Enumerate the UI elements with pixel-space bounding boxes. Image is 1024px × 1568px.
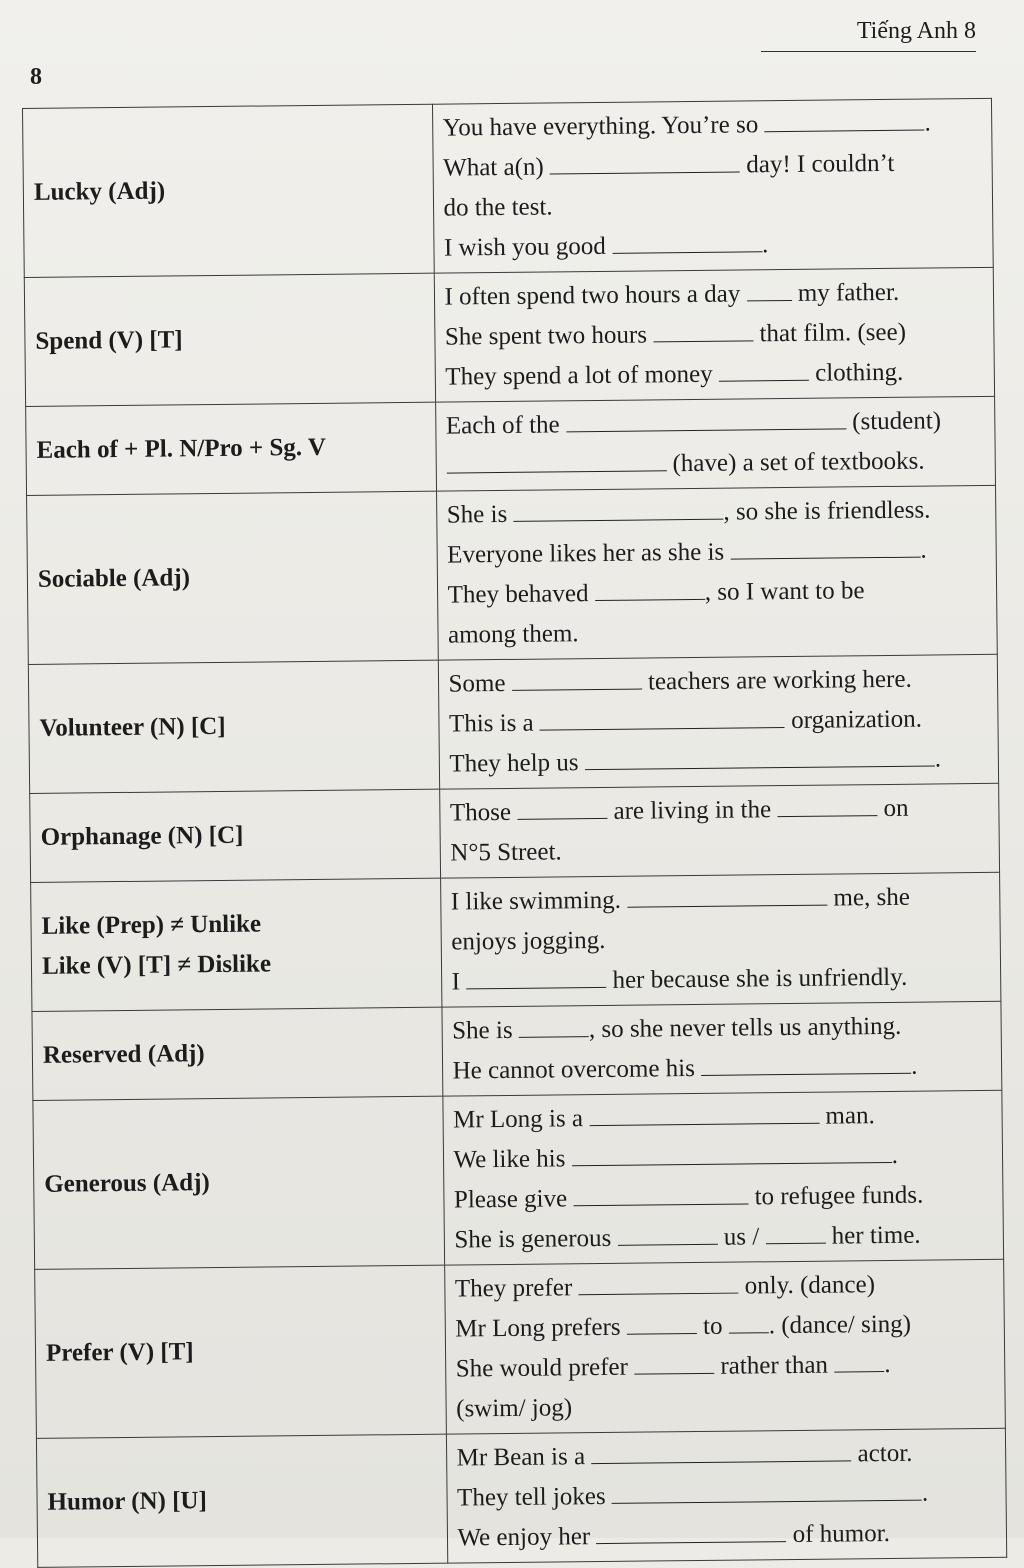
sentence-text: Everyone likes her as she is: [447, 538, 731, 569]
term-label: Generous (Adj): [44, 1169, 210, 1198]
example-sentence: [443, 103, 982, 149]
sentence-text: her time.: [825, 1221, 921, 1250]
sentence-text: among them.: [447, 620, 579, 649]
fill-in-blank[interactable]: [701, 1051, 911, 1076]
term-label: Each of + Pl. N/Pro + Sg. V: [36, 433, 327, 464]
sentence-text: .: [884, 1350, 891, 1379]
sentence-text: of humor.: [786, 1519, 891, 1549]
sentence-text: .: [920, 536, 927, 564]
table-row: [30, 783, 1000, 882]
examples-cell: [444, 1259, 1005, 1434]
table-row: [27, 485, 998, 664]
fill-in-blank[interactable]: [591, 1438, 851, 1464]
sentence-text: that film. (see): [753, 318, 907, 348]
table-row: [31, 872, 1001, 1011]
example-sentence: [444, 223, 983, 269]
example-sentence: [449, 739, 988, 785]
sentence-text: only. (dance): [738, 1271, 876, 1300]
sentence-text: Mr Long is a: [452, 1105, 590, 1134]
sentence-text: Each of the: [445, 411, 567, 440]
example-sentence: [453, 1095, 992, 1141]
sentence-text: I: [451, 968, 467, 996]
fill-in-blank[interactable]: [589, 1101, 819, 1126]
example-sentence: [444, 272, 983, 318]
sentence-text: actor.: [851, 1439, 913, 1468]
examples-cell: [440, 872, 1001, 1007]
example-sentence: [445, 312, 984, 358]
sentence-text: her because she is unfriendly.: [606, 963, 908, 994]
page-number: 8: [30, 64, 42, 90]
term-cell: [33, 1096, 444, 1269]
sentence-text: organization.: [784, 705, 923, 735]
example-sentence: [455, 1304, 994, 1350]
fill-in-blank[interactable]: [512, 667, 642, 691]
fill-in-blank[interactable]: [571, 1140, 891, 1166]
examples-cell: [435, 396, 995, 491]
table-row: [35, 1259, 1006, 1438]
table-row: [33, 1090, 1004, 1269]
table-row: [32, 1001, 1002, 1100]
example-sentence: [445, 352, 984, 398]
sentence-text: She is: [452, 1016, 520, 1045]
sentence-text: .: [934, 745, 942, 773]
running-header: [761, 18, 976, 52]
sentence-text: Those: [449, 798, 518, 827]
example-sentence: [454, 1175, 993, 1221]
sentence-text: do the test.: [443, 193, 553, 222]
example-sentence: [451, 957, 990, 1003]
sentence-text: to: [696, 1312, 729, 1340]
fill-in-blank[interactable]: [566, 406, 846, 432]
example-sentence: [455, 1264, 994, 1310]
fill-in-blank[interactable]: [540, 705, 785, 731]
table-row: [24, 267, 994, 406]
example-sentence: [453, 1135, 992, 1181]
term-label: Lucky (Adj): [33, 177, 166, 206]
example-sentence: [454, 1215, 993, 1261]
sentence-text: I often spend two hours a day: [444, 280, 747, 311]
fill-in-blank[interactable]: [730, 535, 920, 560]
example-sentence: [450, 828, 989, 874]
sentence-text: We like his: [453, 1145, 572, 1174]
term-cell: [32, 1007, 442, 1100]
example-sentence: [452, 1006, 991, 1052]
fill-in-blank[interactable]: [729, 1310, 769, 1333]
sentence-text: (student): [845, 407, 942, 436]
fill-in-blank[interactable]: [596, 1519, 786, 1544]
term-cell: [27, 491, 438, 664]
fill-in-blank[interactable]: [578, 1271, 738, 1296]
sentence-text: You have everything. You’re so: [442, 111, 765, 142]
sentence-text: He cannot overcome his: [452, 1054, 702, 1085]
fill-in-blank[interactable]: [634, 1351, 714, 1375]
examples-cell: [432, 98, 993, 273]
fill-in-blank[interactable]: [612, 1478, 922, 1504]
table-row: [36, 1428, 1006, 1567]
fill-in-blank[interactable]: [627, 883, 827, 908]
term-label: Spend (V) [T]: [35, 326, 183, 355]
example-sentence: [452, 1046, 991, 1092]
sentence-text: .: [924, 109, 931, 137]
sentence-text: , so she never tells us anything.: [588, 1012, 902, 1044]
sentence-text: She is generous: [454, 1224, 618, 1254]
term-cell: [36, 1434, 447, 1567]
term-cell: [35, 1265, 446, 1438]
vocabulary-table-body: [23, 98, 1007, 1567]
sentence-text: She is: [446, 500, 514, 529]
example-sentence: [457, 1513, 996, 1559]
term-cell: [30, 789, 440, 882]
example-sentence: [449, 699, 988, 745]
example-sentence: [446, 441, 985, 487]
fill-in-blank[interactable]: [746, 278, 791, 301]
fill-in-blank[interactable]: [550, 149, 740, 174]
example-sentence: [450, 788, 989, 834]
sentence-text: .: [891, 1141, 899, 1169]
examples-cell: [434, 267, 995, 402]
sentence-text: They prefer: [454, 1274, 579, 1303]
sentence-text: , so I want to be: [704, 577, 865, 606]
example-sentence: [447, 570, 986, 616]
sentence-text: N°5 Street.: [450, 838, 562, 867]
term-cell: [23, 104, 434, 277]
term-label: Sociable (Adj): [37, 564, 191, 593]
sentence-text: I wish you good: [443, 232, 613, 262]
sentence-text: my father.: [791, 278, 900, 307]
sentence-text: .: [910, 1052, 918, 1080]
example-sentence: [446, 401, 985, 447]
sentence-text: enjoys jogging.: [451, 926, 606, 956]
sentence-text: We enjoy her: [457, 1523, 597, 1552]
sentence-text: She spent two hours: [444, 321, 654, 351]
term-label: Like (V) [T] ≠ Dislike: [41, 950, 272, 980]
example-sentence: [456, 1433, 995, 1479]
term-label: Humor (N) [U]: [47, 1487, 207, 1516]
fill-in-blank[interactable]: [595, 577, 705, 601]
sentence-text: to refugee funds.: [748, 1181, 924, 1211]
sentence-text: I like swimming.: [450, 886, 628, 916]
term-label: Like (Prep) ≠ Unlike: [41, 910, 262, 940]
table-row: [28, 654, 998, 793]
sentence-text: day! I couldn’t: [739, 149, 895, 179]
term-label: Reserved (Adj): [42, 1040, 205, 1069]
fill-in-blank[interactable]: [764, 108, 924, 133]
sentence-text: , so she is friendless.: [723, 496, 931, 526]
sentence-text: Some: [448, 669, 512, 698]
example-sentence: [457, 1473, 996, 1519]
term-cell: [24, 273, 435, 406]
table-row: [26, 396, 996, 495]
vocabulary-table: [22, 98, 1007, 1568]
example-sentence: [451, 877, 990, 923]
example-sentence: [448, 610, 987, 656]
sentence-text: .: [921, 1479, 929, 1507]
example-sentence: [447, 490, 986, 536]
sentence-text: They help us: [449, 749, 585, 778]
fill-in-blank[interactable]: [517, 796, 607, 820]
example-sentence: [447, 530, 986, 576]
example-sentence: [456, 1384, 995, 1430]
sentence-text: .: [761, 231, 769, 259]
sentence-text: Mr Long prefers: [455, 1313, 627, 1343]
examples-cell: [441, 1001, 1001, 1096]
example-sentence: [456, 1344, 995, 1390]
sentence-text: clothing.: [808, 358, 904, 387]
examples-cell: [436, 485, 997, 660]
example-sentence: [443, 183, 982, 229]
example-sentence: [443, 143, 982, 189]
sentence-text: on: [877, 794, 909, 823]
sentence-text: Mr Bean is a: [456, 1443, 592, 1472]
fill-in-blank[interactable]: [719, 358, 809, 382]
fill-in-blank[interactable]: [627, 1311, 697, 1335]
examples-cell: [438, 654, 999, 789]
fill-in-blank[interactable]: [513, 497, 723, 522]
sentence-text: What a(n): [443, 153, 551, 182]
sentence-text: me, she: [827, 883, 910, 912]
examples-cell: [442, 1090, 1003, 1265]
term-label: Volunteer (N) [C]: [39, 712, 226, 742]
examples-cell: [439, 783, 999, 878]
fill-in-blank[interactable]: [765, 1221, 825, 1245]
sentence-text: This is a: [448, 709, 541, 738]
examples-cell: [446, 1428, 1007, 1563]
fill-in-blank[interactable]: [573, 1181, 748, 1206]
fill-in-blank[interactable]: [834, 1349, 884, 1373]
sentence-text: (have) a set of textbooks.: [666, 447, 925, 478]
example-sentence: [448, 659, 987, 705]
fill-in-blank[interactable]: [777, 793, 877, 817]
sentence-text: They tell jokes: [456, 1482, 613, 1512]
sentence-text: . (dance/ sing): [768, 1310, 912, 1340]
term-cell: [26, 402, 436, 495]
fill-in-blank[interactable]: [612, 229, 762, 254]
term-cell: [28, 660, 439, 793]
example-sentence: [451, 917, 990, 963]
sentence-text: man.: [819, 1102, 875, 1130]
fill-in-blank[interactable]: [617, 1222, 717, 1246]
sentence-text: (swim/ jog): [456, 1394, 573, 1423]
fill-in-blank[interactable]: [446, 448, 666, 473]
sentence-text: They spend a lot of money: [445, 360, 720, 391]
sentence-text: She would prefer: [455, 1353, 635, 1383]
sentence-text: rather than: [714, 1351, 835, 1380]
sentence-text: Please give: [453, 1185, 574, 1214]
sentence-text: are living in the: [607, 796, 778, 825]
term-label: Prefer (V) [T]: [45, 1338, 194, 1367]
header-rule: [761, 51, 976, 52]
sentence-text: us /: [717, 1223, 766, 1251]
sentence-text: They behaved: [447, 580, 595, 609]
table-row: [23, 98, 994, 277]
fill-in-blank[interactable]: [466, 965, 606, 989]
term-label: Orphanage (N) [C]: [40, 821, 244, 851]
term-cell: [31, 878, 442, 1011]
fill-in-blank[interactable]: [653, 318, 753, 342]
sentence-text: teachers are working here.: [641, 665, 912, 696]
fill-in-blank[interactable]: [585, 743, 935, 770]
book-title: Tiếng Anh 8: [856, 18, 976, 44]
fill-in-blank[interactable]: [519, 1014, 589, 1038]
